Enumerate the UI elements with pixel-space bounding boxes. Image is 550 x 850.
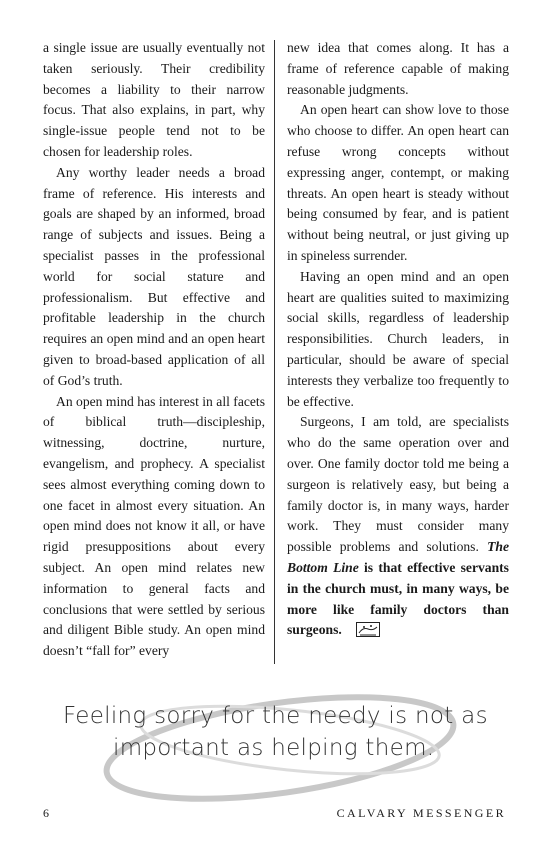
right-paragraph-3: Having an open mind and an open heart are qualities suited to maximizing social skills, regardless of leadership responsibilities. Church leaders, in particular, should be aware of special interests they verbalize too frequently to be effective.	[287, 268, 509, 409]
pull-quote-line-1: Feeling sorry for the needy is not as	[63, 703, 488, 729]
left-paragraph-3: An open mind has interest in all facets of biblical truth—discipleship, witnessing, doctrine, nurture, evangelism, and prophecy. A specialist sees almost everything coming down to one facet in almost every situation. An open mind does not know it all, or have rigid presuppositions about every subject. An open mind relates new information to general facts and conclusions that were settled by serious and diligent Bible study. An open mind doesn’t “fall for” every	[43, 393, 265, 659]
page-number: 6	[43, 806, 49, 820]
pull-quote-line-2: important as helping them.	[113, 735, 435, 761]
publication-title: CALVARY MESSENGER	[336, 806, 506, 820]
column-divider	[274, 40, 275, 664]
right-paragraph-1: new idea that comes along. It has a frame of reference capable of making reasonable judgments.	[287, 40, 509, 97]
left-column	[43, 38, 265, 662]
right-paragraph-4	[287, 412, 509, 641]
end-of-article-icon	[356, 622, 380, 637]
left-paragraph-1: a single issue are usually eventually not taken seriously. Their credibility becomes a liability to their narrow focus. That also explains, in part, why single-issue people tend not to be chosen for leadership roles.	[43, 40, 265, 159]
right-column	[287, 38, 509, 641]
bottom-line-text: is that effective servants in the church must, in many ways, be more like family doctors than surgeons.	[287, 559, 509, 638]
left-paragraph-2: Any worthy leader needs a broad frame of reference. His interests and goals are shaped by an informed, broad range of subjects and issues. Being a specialist passes in the professional world for social stature and professionalism. But effective and profitable leadership in the church requires an open mind and an open heart given to broad-based application of all of God’s truth.	[43, 164, 265, 388]
bottom-line-label: The Bottom Line	[287, 539, 509, 575]
right-paragraph-4-text: Surgeons, I am told, are specialists who do the same operation over and over. One family doctor told me being a surgeon is relatively easy, but being a family doctor is, in many ways, harder work. They must consider many possible problems and solutions.	[287, 414, 509, 555]
right-paragraph-2: An open heart can show love to those who choose to differ. An open heart can refuse wrong concepts without expressing anger, contempt, or making threats. An open heart is steady without being consumed by fear, and is patient without being neutral, or just giving up in spineless surrender.	[287, 102, 509, 263]
